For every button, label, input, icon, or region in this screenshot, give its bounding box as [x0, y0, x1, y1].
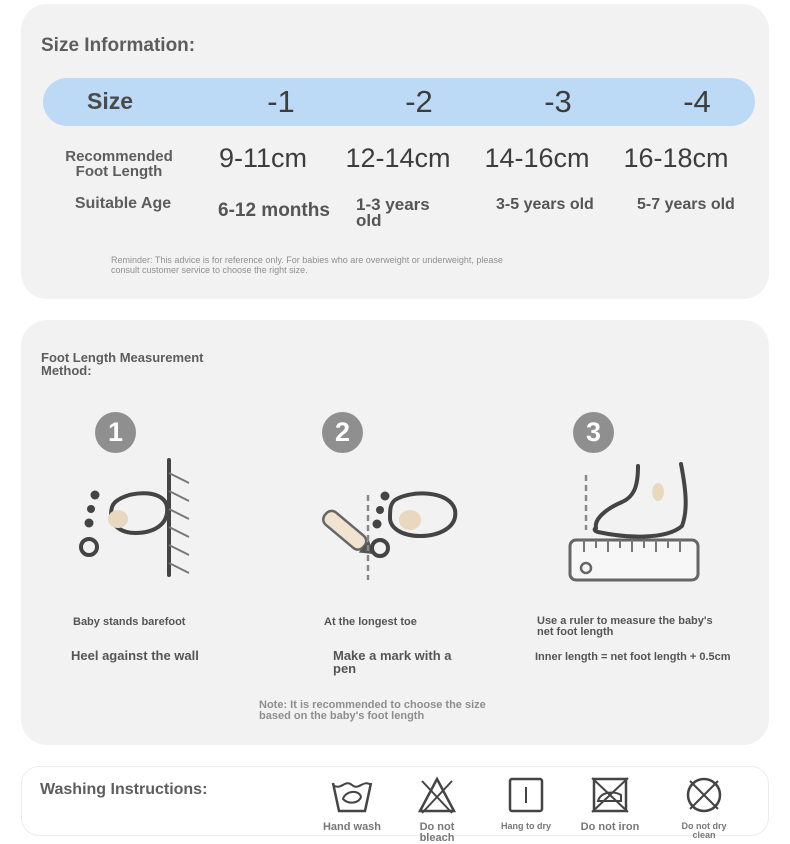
step-number-badge: 3 [573, 412, 614, 453]
wash-label: Hand wash [322, 821, 382, 833]
step-number-badge: 2 [322, 412, 363, 453]
wash-label: Do not bleach [419, 821, 455, 844]
step-number-badge: 1 [95, 412, 136, 453]
wash-item [322, 775, 382, 833]
foot-length-value: 9-11cm [218, 143, 308, 173]
step-caption: Use a ruler to measure the baby's net foot length [537, 615, 713, 638]
wash-item [580, 775, 640, 833]
size-value: -3 [544, 84, 572, 119]
measurement-method-title: Foot Length Measurement Method: [41, 350, 204, 378]
size-header-bar [43, 78, 755, 126]
size-reminder-text: Reminder: This advice is for reference only. For babies who are overweight or underweight, please consult customer service to choose the right size. [111, 255, 503, 275]
foot-against-wall-icon [73, 455, 198, 580]
size-value: -1 [267, 84, 295, 119]
measurement-note: Note: It is recommended to choose the size based on the baby's foot length [259, 699, 486, 722]
size-information-card [21, 4, 769, 299]
suitable-age-value: 6-12 months [218, 200, 330, 221]
suitable-age-value: 1-3 years old [356, 195, 430, 230]
wash-label: Hang to dry [500, 821, 551, 831]
size-value: -4 [683, 84, 711, 119]
step-caption: At the longest toe [324, 616, 417, 628]
pen-mark-toe-icon [310, 480, 465, 585]
hand-wash-icon [329, 775, 375, 815]
hang-dry-icon [503, 775, 549, 815]
washing-instructions-card [21, 766, 769, 844]
no-bleach-icon [414, 775, 460, 815]
foot-length-value: 16-18cm [623, 143, 729, 173]
size-header-label: Size [86, 88, 134, 114]
foot-on-ruler-icon [566, 460, 701, 585]
wash-item [496, 775, 556, 831]
suitable-age-row-label: Suitable Age [74, 195, 172, 212]
step-detail: Inner length = net foot length + 0.5cm [535, 651, 731, 663]
foot-length-row-label: Recommended Foot Length [65, 148, 173, 180]
wash-label: Do not iron [580, 821, 640, 833]
suitable-age-value: 5-7 years old [637, 196, 735, 213]
no-iron-icon [587, 775, 633, 815]
step-detail: Make a mark with a pen [333, 648, 452, 676]
wash-label: Do not dry clean [681, 821, 727, 840]
no-dry-clean-icon [681, 775, 727, 815]
foot-length-value: 14-16cm [484, 143, 590, 173]
size-value: -2 [405, 84, 433, 119]
foot-length-value: 12-14cm [345, 143, 451, 173]
washing-instructions-title: Washing Instructions: [40, 781, 208, 798]
step-detail: Heel against the wall [71, 648, 199, 663]
step-caption: Baby stands barefoot [73, 616, 186, 628]
wash-item [674, 775, 734, 840]
wash-item [407, 775, 467, 844]
size-information-title: Size Information: [41, 35, 196, 56]
suitable-age-value: 3-5 years old [496, 196, 594, 213]
measurement-method-card [21, 320, 769, 745]
